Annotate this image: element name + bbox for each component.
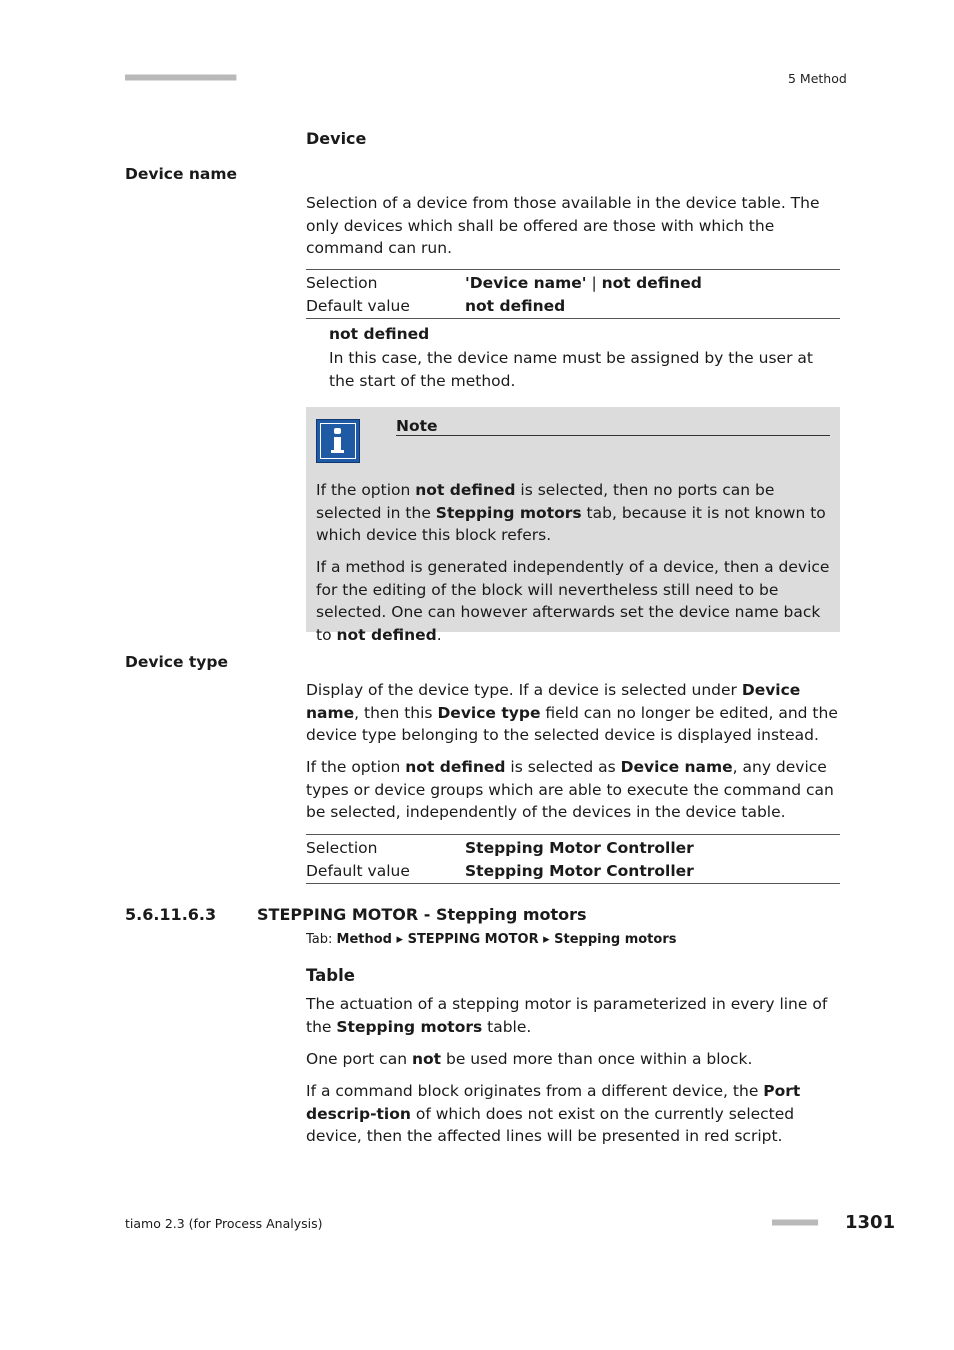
header-decoration: ■■■■■■■■■■■■■■■■■■■■■■	[125, 72, 236, 83]
note-paragraph-1: If the option not defined is selected, then no ports can be selected in the Stepping motors tab, because it is not known to which device this block refers.	[316, 481, 826, 544]
default-value: not defined	[465, 296, 566, 315]
note-paragraph-2: If a method is generated independently of a device, then a device for the editing of the block will nevertheless still need to be selected. One can however afterwards set the device name back to not defined.	[316, 558, 830, 644]
table-heading: Table	[306, 966, 355, 985]
footer-product: tiamo 2.3 (for Process Analysis)	[125, 1216, 323, 1231]
crumb-stepping-motor: STEPPING MOTOR	[407, 932, 539, 947]
device-type-table	[306, 834, 840, 884]
section-title: STEPPING MOTOR - Stepping motors	[257, 905, 587, 924]
chapter-title: 5 Method	[788, 71, 847, 86]
footer-decoration: ■■■■■■■■■	[772, 1217, 818, 1228]
note-title: Note	[396, 417, 830, 436]
selection-key: Selection	[306, 838, 378, 857]
selection-row	[306, 271, 840, 294]
selection-separator: |	[586, 273, 602, 292]
section-number: 5.6.11.6.3	[125, 905, 217, 924]
selection-value	[465, 274, 702, 292]
default-value: Stepping Motor Controller	[465, 861, 694, 880]
page-number: 1301	[845, 1212, 896, 1233]
option-description: In this case, the device name must be assigned by the user at the start of the method.	[329, 349, 813, 390]
tab-breadcrumb: Tab: Method ▸ STEPPING MOTOR ▸ Stepping motors	[306, 932, 677, 947]
crumb-method: Method	[336, 932, 392, 947]
selection-row	[306, 836, 840, 859]
default-key: Default value	[306, 861, 410, 880]
device-type-paragraph-2: If the option not defined is selected as Device name, any device types or device groups which are able to execute the command can be selected, independently of the devices in the device table.	[306, 758, 834, 821]
crumb-stepping-motors: Stepping motors	[554, 932, 677, 947]
default-key: Default value	[306, 296, 410, 315]
selection-value: Stepping Motor Controller	[465, 838, 694, 857]
selection-value-a: 'Device name'	[465, 273, 587, 292]
option-title: not defined	[329, 325, 430, 343]
device-name-table	[306, 269, 840, 319]
default-row	[306, 859, 840, 882]
device-type-paragraph-1: Display of the device type. If a device is selected under Device name, then this Device type field can no longer be edited, and the device type belonging to the selected device is displayed instead.	[306, 681, 838, 744]
section-paragraph-2: One port can not be used more than once within a block.	[306, 1050, 753, 1068]
selection-key: Selection	[306, 273, 378, 292]
info-icon	[316, 419, 360, 463]
section-paragraph-3: If a command block originates from a different device, the Port descrip-tion of which does not exist on the currently selected device, then the affected lines will be presented in red script.	[306, 1082, 801, 1145]
device-type-label: Device type	[125, 653, 229, 671]
device-name-description: Selection of a device from those available in the device table. The only devices which shall be offered are those with which the command can run.	[306, 194, 820, 257]
note-box	[306, 407, 840, 644]
device-name-label: Device name	[125, 165, 238, 183]
device-heading: Device	[306, 129, 367, 148]
section-paragraph-1: The actuation of a stepping motor is parameterized in every line of the Stepping motors table.	[306, 995, 828, 1036]
selection-value-b: not defined	[601, 273, 702, 292]
default-row	[306, 294, 840, 317]
